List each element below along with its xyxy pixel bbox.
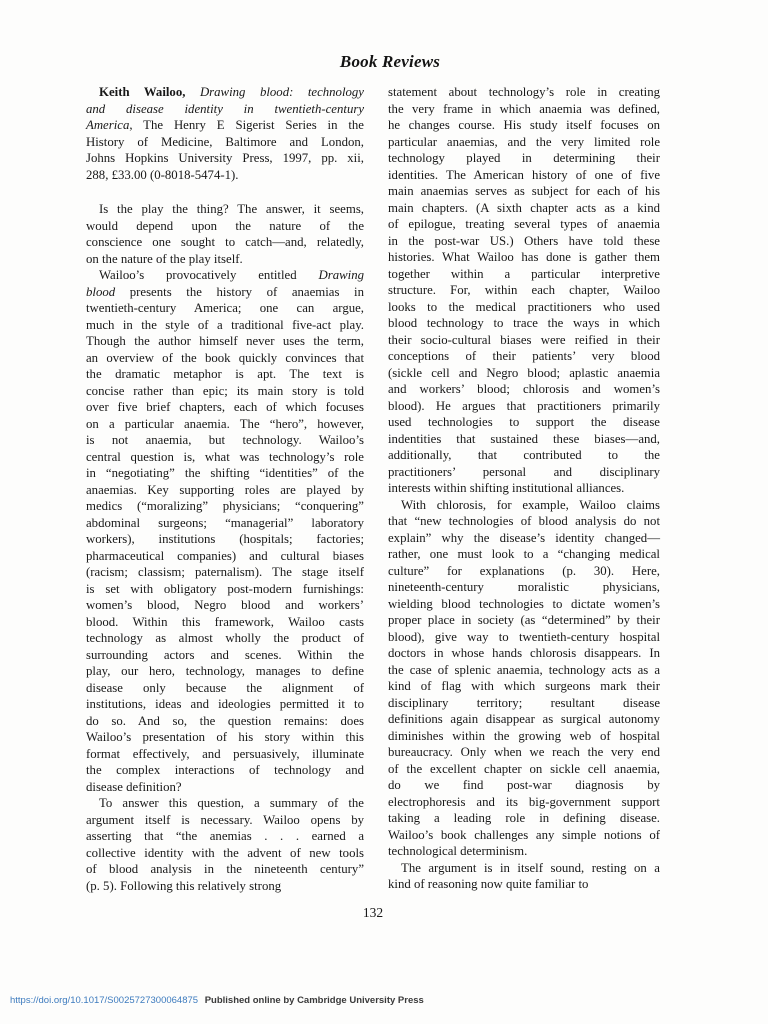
text-line: play, our hero, technology, manages to define <box>86 664 364 678</box>
text-line: do we find post-war diagnosis by <box>388 778 660 792</box>
text-line: Wailoo’s book challenges any simple notions of <box>388 827 660 842</box>
text-line: an overview of the book quickly convinces that <box>86 350 364 365</box>
text-line: abdominal surgeons; “managerial” laboratory <box>86 515 364 530</box>
text-line: collective identity with the advent of new tools <box>86 845 364 860</box>
text-line: Is the play the thing? The answer, it seems, <box>99 202 364 216</box>
text-line: definitions again disappear as surgical autonomy <box>388 712 660 726</box>
paragraph <box>86 795 364 894</box>
text-line: technology as almost wholly the product of <box>86 631 364 645</box>
text-line: and disease identity in twentieth-century <box>86 101 364 116</box>
text-line: Though the author himself never uses the term, <box>86 334 364 348</box>
text-line: (sickle cell and Negro blood; aplastic anaemia <box>388 365 660 380</box>
text-line: of the excellent chapter on sickle cell anaemia, <box>388 761 660 776</box>
text-line: The argument is in itself sound, resting on a <box>401 860 660 875</box>
text-line: do so. And so, the question remains: does <box>86 713 364 728</box>
text-line: With chlorosis, for example, Wailoo claims <box>401 497 660 512</box>
text-line: kind of flag with which surgeons mark their <box>388 679 660 693</box>
text-line: America, The Henry E Sigerist Series in the <box>86 118 364 132</box>
text-line: blood. Within this framework, Wailoo casts <box>86 614 364 629</box>
text-line: the dramatic metaphor is apt. The text is <box>86 367 364 381</box>
text-line: format effectively, and persuasively, illuminate <box>86 746 364 761</box>
text-line: blood technology to trace the ways in which <box>388 316 660 330</box>
text-line: workers), institutions (hospitals; factories; <box>86 532 364 546</box>
text-line: electrophoresis and its big-government support <box>388 794 660 809</box>
text-line: 288, £33.00 (0-8018-5474-1). <box>86 167 239 182</box>
text-line: over five brief chapters, each of which focuses <box>86 400 364 414</box>
text-line: blood). He argues that practitioners primarily <box>388 398 660 413</box>
text-line: additionally, that contributed to the <box>388 448 660 462</box>
text-line: institutions, ideas and ideologies permitted it to <box>86 697 364 711</box>
text-line: together within a particular interpretive <box>388 266 660 281</box>
text-line: indentities that sustained these biases—and, <box>388 431 660 446</box>
paragraph <box>388 860 660 893</box>
text-line: of epilogue, treating several types of anaemia <box>388 217 660 231</box>
text-line: would depend upon the nature of the <box>86 218 364 233</box>
text-line: Johns Hopkins University Press, 1997, pp. xii, <box>86 151 364 165</box>
text-line: culture” for explanations (p. 30). Here, <box>388 563 660 578</box>
text-line: conceptions of their patients’ very blood <box>388 349 660 363</box>
text-line: rather, one must look to a “changing medical <box>388 547 660 561</box>
text-line: main anaemias serves as subject for each of his <box>388 184 660 198</box>
text-line: particular anaemias, and the very limited role <box>388 134 660 149</box>
text-line: main chapters. (A sixth chapter acts as a kind <box>388 200 660 215</box>
text-line: histories. What Wailoo has done is gather them <box>388 250 660 264</box>
text-line: blood presents the history of anaemias in <box>86 284 364 299</box>
text-line: technological determinism. <box>388 844 528 858</box>
text-line: doctors in whose hands chlorosis disappears. In <box>388 646 660 660</box>
text-line: disease definition? <box>86 779 182 794</box>
text-line: Keith Wailoo, Drawing blood: technology <box>99 85 364 99</box>
text-line: central question is, what was technology’s role <box>86 449 364 464</box>
paragraph <box>86 84 364 183</box>
text-line: that “new technologies of blood analysis do not <box>388 514 660 528</box>
text-line: disciplinary territory; resultant disease <box>388 695 660 710</box>
text-line: is set with obligatory post-modern furnishings: <box>86 581 364 596</box>
text-line: Wailoo’s presentation of his story within this <box>86 730 364 744</box>
doi-link[interactable]: https://doi.org/10.1017/S0025727300064875 <box>10 995 199 1006</box>
text-line: the case of splenic anaemia, technology acts as a <box>388 662 660 677</box>
text-line: and workers’ blood; chlorosis and women’s <box>388 382 660 396</box>
text-line: statement about technology’s role in creating <box>388 85 660 99</box>
text-line: identities. The American history of one of five <box>388 167 660 182</box>
text-line: is not anaemia, but technology. Wailoo’s <box>86 433 364 447</box>
text-line: disease only because the alignment of <box>86 680 364 695</box>
text-line: explain” why the disease’s identity changed— <box>388 530 660 545</box>
text-line: in “negotiating” the shifting “identities” of the <box>86 466 364 480</box>
text-line: the very frame in which anaemia was defined, <box>388 101 660 116</box>
left-column <box>86 84 364 894</box>
text-line: of blood analysis in the nineteenth century” <box>86 862 364 876</box>
published-online-note: Published online by Cambridge University Press <box>204 995 424 1006</box>
text-line: twentieth-century America; one can argue, <box>86 301 364 315</box>
text-line: in the post-war US.) Others have told these <box>388 233 660 248</box>
text-line: much in the style of a traditional five-act play. <box>86 317 364 332</box>
paragraph <box>388 84 660 497</box>
text-line: pharmaceutical companies) and cultural biases <box>86 548 364 563</box>
text-line: anaemias. Key supporting roles are played by <box>86 482 364 497</box>
text-line: (p. 5). Following this relatively strong <box>86 878 282 893</box>
text-line: bureaucracy. Only when we reach the very end <box>388 745 660 759</box>
text-line: kind of reasoning now quite familiar to <box>388 877 589 891</box>
text-line: their socio-cultural biases were reified in their <box>388 332 660 347</box>
text-line: proper place in society (as “determined” by their <box>388 613 660 627</box>
text-line: asserting that “the anemias . . . earned a <box>86 829 364 843</box>
text-line: used technologies to support the disease <box>388 415 660 429</box>
text-line: diminishes within the growing web of hospital <box>388 728 660 743</box>
text-line: structure. For, within each chapter, Wailoo <box>388 283 660 297</box>
text-line: argument itself is necessary. Wailoo opens by <box>86 812 364 827</box>
text-line: surrounding actors and scenes. Within the <box>86 647 364 662</box>
right-column <box>388 84 660 893</box>
text-line: Wailoo’s provocatively entitled Drawing <box>99 268 364 282</box>
text-line: concise rather than epic; its main story is told <box>86 383 364 398</box>
page-footer <box>10 995 424 1006</box>
text-line: (racism; classism; paternalism). The stage itself <box>86 565 364 579</box>
page-number: 132 <box>362 905 384 920</box>
text-line: practitioners’ personal and disciplinary <box>388 464 660 479</box>
text-line: nineteenth-century moralistic physicians, <box>388 580 660 594</box>
text-line: the complex interactions of technology and <box>86 763 364 777</box>
text-line: conscience one sought to catch—and, relatedly, <box>86 235 364 249</box>
paragraph <box>86 267 364 795</box>
text-line: blood), give way to twentieth-century hospital <box>388 629 660 644</box>
text-line: looks to the medical practitioners who used <box>388 299 660 314</box>
text-line: medics (“moralizing” physicians; “conquering” <box>86 499 364 513</box>
paragraph <box>388 497 660 860</box>
text-line: To answer this question, a summary of the <box>99 796 364 810</box>
text-line: technology played in determining their <box>388 151 660 165</box>
text-line: interests within shifting institutional alliances. <box>388 481 625 495</box>
paragraph <box>86 201 364 267</box>
text-line: taking a leading role in defining disease. <box>388 811 660 825</box>
text-line: wielding blood technologies to dictate women’s <box>388 596 660 611</box>
text-line: History of Medicine, Baltimore and London, <box>86 134 364 149</box>
text-line: on a particular anaemia. The “hero”, however, <box>86 416 364 431</box>
running-head-title: Book Reviews <box>339 52 441 71</box>
text-line: he changes course. His study itself focuses on <box>388 118 660 132</box>
text-line: women’s blood, Negro blood and workers’ <box>86 598 364 612</box>
text-line: on the nature of the play itself. <box>86 251 243 266</box>
